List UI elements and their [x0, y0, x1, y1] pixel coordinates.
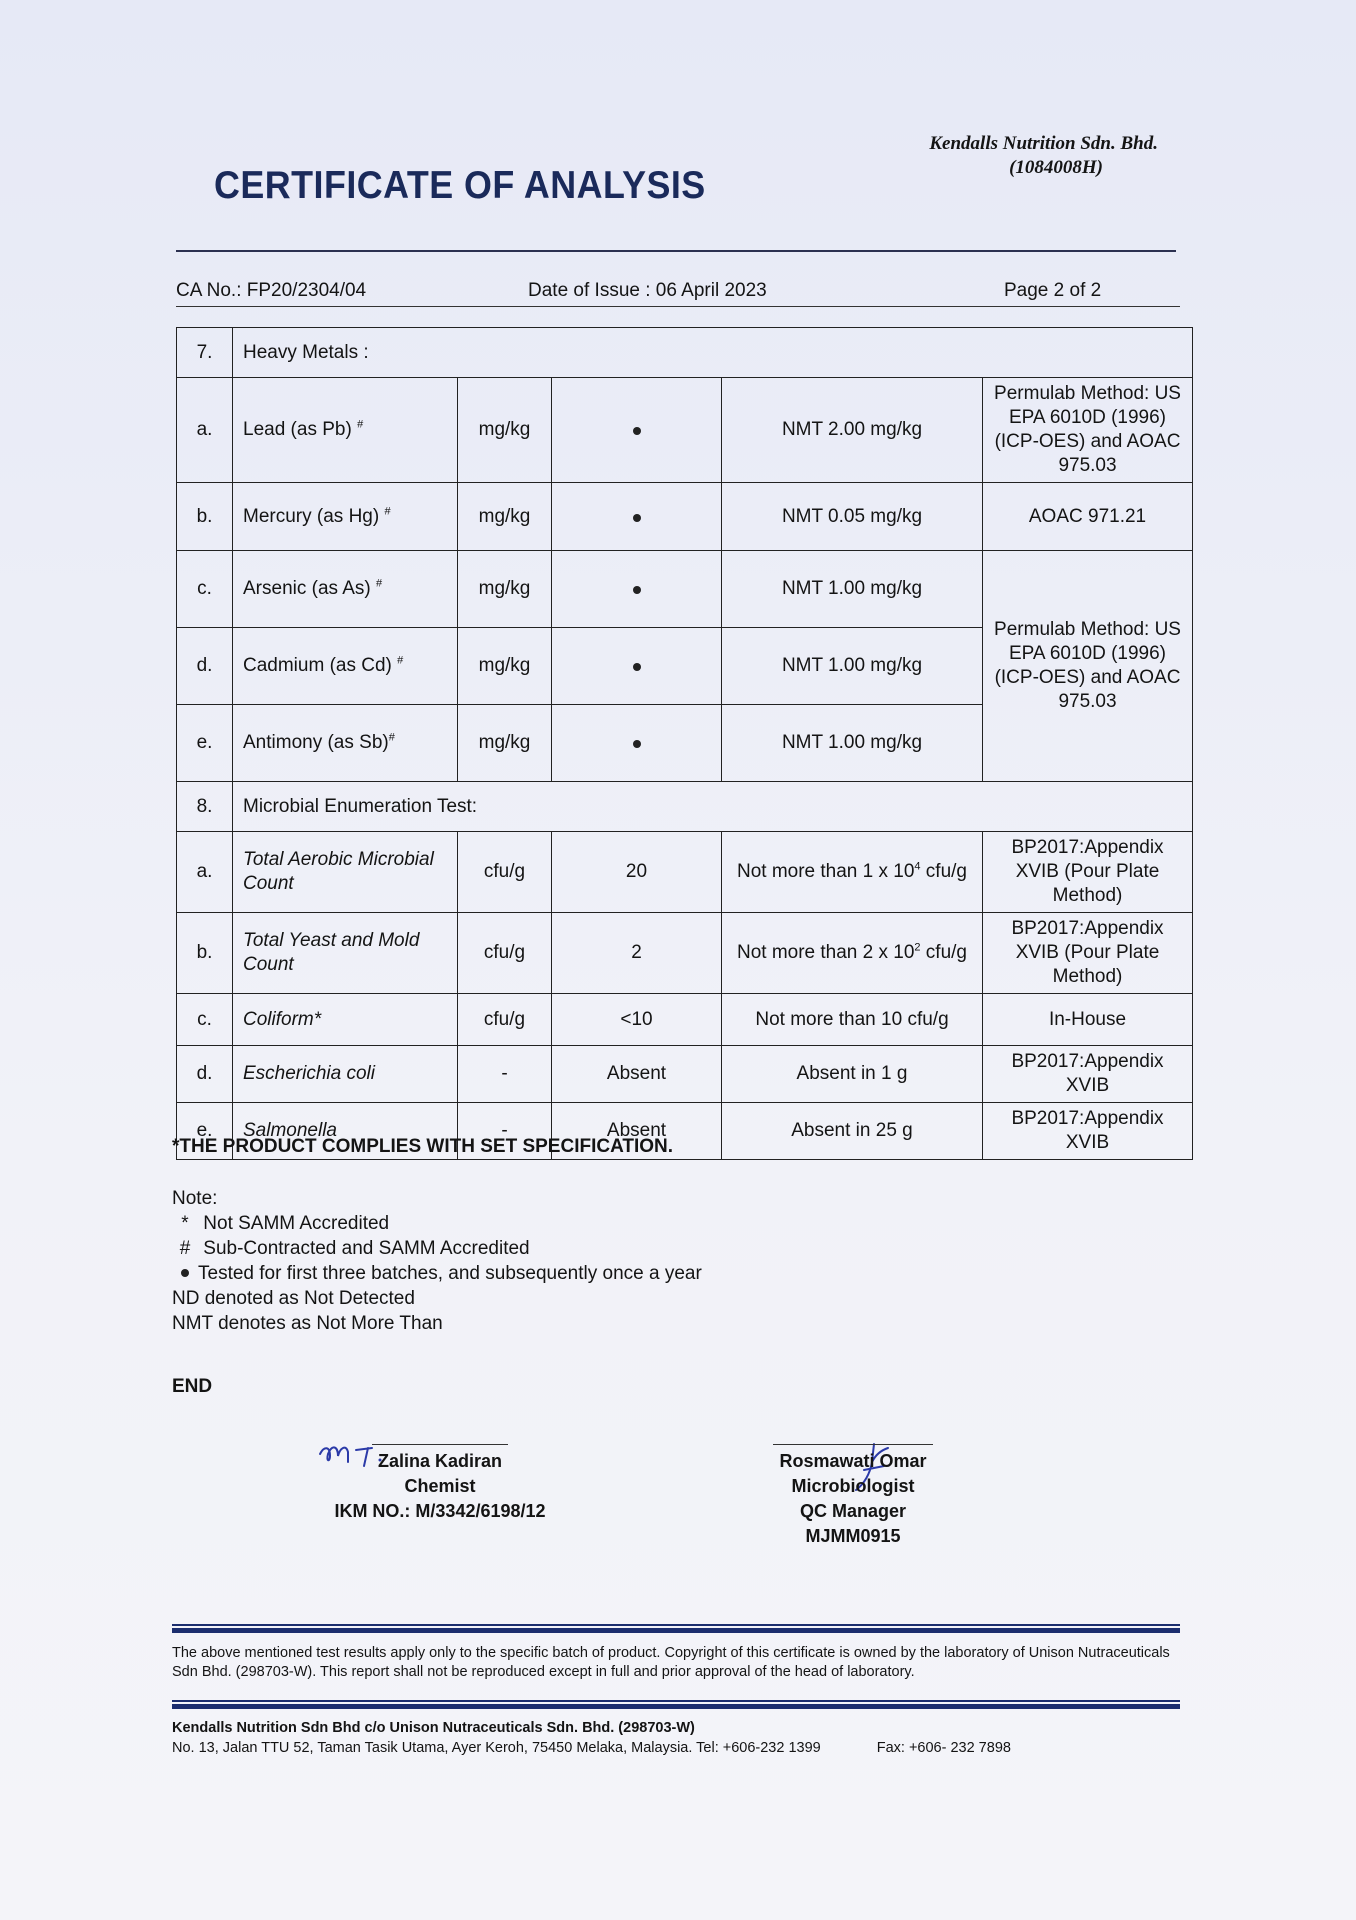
signatory-microbiologist — [750, 1444, 956, 1549]
footer-divider — [172, 1700, 1180, 1709]
test-result — [552, 551, 722, 628]
test-unit: cfu/g — [458, 832, 552, 913]
row-index: b. — [177, 913, 233, 994]
test-specification: Absent in 1 g — [722, 1046, 983, 1103]
note-nd: ND denoted as Not Detected — [172, 1288, 415, 1309]
test-method: AOAC 971.21 — [983, 483, 1193, 551]
bullet-icon — [633, 514, 641, 522]
disclaimer-text: The above mentioned test results apply only to the specific batch of product. Copyright of this certificate is owned by the laboratory of Unison Nutraceuticals Sdn Bhd. (298703-W). This report shall not be reproduced except in full and prior approval of the head of laboratory. — [172, 1645, 1170, 1680]
notes-heading: Note: — [172, 1188, 218, 1209]
bullet-icon — [633, 740, 641, 748]
test-name: Lead (as Pb) # — [233, 378, 458, 483]
test-name: Salmonella — [233, 1103, 458, 1160]
test-specification: Not more than 1 x $10^4$ cfu/g — [722, 832, 983, 913]
row-index: b. — [177, 483, 233, 551]
row-index: c. — [177, 551, 233, 628]
bullet-icon — [633, 663, 641, 671]
title-divider — [176, 250, 1176, 252]
test-specification: NMT 2.00 mg/kg — [722, 378, 983, 483]
test-specification: NMT 0.05 mg/kg — [722, 483, 983, 551]
bullet-icon — [181, 1269, 189, 1277]
signatory-title: Chemist — [404, 1476, 476, 1496]
test-unit: mg/kg — [458, 551, 552, 628]
test-method: BP2017:Appendix XVIB (Pour Plate Method) — [983, 832, 1193, 913]
notes-block — [172, 1186, 702, 1336]
ca-number: CA No.: FP20/2304/04 — [176, 280, 367, 301]
row-index: c. — [177, 994, 233, 1046]
note-nmt: NMT denotes as Not More Than — [172, 1313, 443, 1334]
section-title: Heavy Metals : — [233, 328, 1193, 378]
test-name: Mercury (as Hg) # — [233, 483, 458, 551]
test-result: Absent — [552, 1046, 722, 1103]
test-name: Total Aerobic Microbial Count — [233, 832, 458, 913]
footer-address: No. 13, Jalan TTU 52, Taman Tasik Utama, Ayer Keroh, 75450 Melaka, Malaysia. Tel: +606-232 1399 Fax: +606- 232 7898 — [172, 1740, 1011, 1756]
row-index: a. — [177, 832, 233, 913]
signatory-name: Zalina Kadiran — [377, 1451, 503, 1471]
table-row — [177, 832, 1193, 913]
page-number: Page 2 of 2 — [1004, 280, 1102, 301]
section-number: 7. — [177, 328, 233, 378]
test-method: In-House — [983, 994, 1193, 1046]
test-result: Absent — [552, 1103, 722, 1160]
signature-line — [773, 1444, 933, 1445]
signature-line — [372, 1444, 508, 1445]
row-index: d. — [177, 1046, 233, 1103]
test-specification: Not more than 10 cfu/g — [722, 994, 983, 1046]
test-method: BP2017:Appendix XVIB — [983, 1103, 1193, 1160]
footer-fax: Fax: +606- 232 7898 — [876, 1740, 1011, 1756]
section-title: Microbial Enumeration Test: — [233, 782, 1193, 832]
test-unit: cfu/g — [458, 994, 552, 1046]
row-index: a. — [177, 378, 233, 483]
test-unit: mg/kg — [458, 483, 552, 551]
test-method: Permulab Method: US EPA 6010D (1996)(ICP-OES) and AOAC 975.03 — [983, 378, 1193, 483]
company-name: Kendalls Nutrition Sdn. Bhd. — [929, 133, 1158, 154]
table-row — [177, 1046, 1193, 1103]
signatory-name: Rosmawati Omar — [779, 1451, 927, 1471]
company-header — [858, 132, 1158, 180]
note-bullet: Tested for first three batches, and subsequently once a year — [172, 1261, 702, 1286]
disclaimer-divider — [172, 1624, 1180, 1633]
table-row — [177, 913, 1193, 994]
results-table — [176, 327, 1193, 1160]
test-result: 20 — [552, 832, 722, 913]
date-of-issue: Date of Issue : 06 April 2023 — [528, 280, 767, 301]
test-unit: - — [458, 1103, 552, 1160]
test-unit: - — [458, 1046, 552, 1103]
test-unit: cfu/g — [458, 913, 552, 994]
test-name: Coliform* — [233, 994, 458, 1046]
test-name: Total Yeast and Mold Count — [233, 913, 458, 994]
test-name: Arsenic (as As) # — [233, 551, 458, 628]
test-name: Cadmium (as Cd) # — [233, 628, 458, 705]
signatory-chemist — [280, 1444, 600, 1524]
row-index: e. — [177, 705, 233, 782]
footer-company: Kendalls Nutrition Sdn Bhd c/o Unison Nutraceuticals Sdn. Bhd. (298703-W) — [172, 1720, 695, 1736]
test-specification: NMT 1.00 mg/kg — [722, 551, 983, 628]
note-hash: # Sub-Contracted and SAMM Accredited — [179, 1238, 530, 1259]
test-unit: mg/kg — [458, 705, 552, 782]
table-row — [177, 551, 1193, 628]
bullet-icon — [633, 427, 641, 435]
test-unit: mg/kg — [458, 378, 552, 483]
row-index: e. — [177, 1103, 233, 1160]
test-specification: NMT 1.00 mg/kg — [722, 628, 983, 705]
section-number: 8. — [177, 782, 233, 832]
section-heading-row — [177, 328, 1193, 378]
test-specification: Absent in 25 g — [722, 1103, 983, 1160]
bullet-icon — [633, 586, 641, 594]
footer — [172, 1718, 1011, 1758]
test-method: BP2017:Appendix XVIB — [983, 1046, 1193, 1103]
test-result — [552, 483, 722, 551]
test-specification: Not more than 2 x $10^2$ cfu/g — [722, 913, 983, 994]
test-result — [552, 378, 722, 483]
test-method: Permulab Method: US EPA 6010D (1996)(ICP-OES) and AOAC 975.03 — [983, 551, 1193, 782]
test-result — [552, 705, 722, 782]
signatory-title: Microbiologist — [791, 1476, 915, 1496]
test-name: Antimony (as Sb)# — [233, 705, 458, 782]
note-star: * Not SAMM Accredited — [181, 1213, 390, 1234]
test-result — [552, 628, 722, 705]
test-result: <10 — [552, 994, 722, 1046]
section-heading-row — [177, 782, 1193, 832]
signatory-registration: MJMM0915 — [805, 1526, 901, 1546]
signatory-registration: IKM NO.: M/3342/6198/12 — [334, 1501, 546, 1521]
table-row — [177, 994, 1193, 1046]
test-method: BP2017:Appendix XVIB (Pour Plate Method) — [983, 913, 1193, 994]
row-index: d. — [177, 628, 233, 705]
document-title: CERTIFICATE OF ANALYSIS — [214, 164, 706, 207]
signatory-title-2: QC Manager — [799, 1501, 907, 1521]
test-name: Escherichia coli — [233, 1046, 458, 1103]
test-specification: NMT 1.00 mg/kg — [722, 705, 983, 782]
test-unit: mg/kg — [458, 628, 552, 705]
end-marker: END — [172, 1376, 213, 1397]
table-row — [177, 483, 1193, 551]
compliance-statement: *THE PRODUCT COMPLIES WITH SET SPECIFICATION. — [172, 1136, 674, 1157]
company-registration: (1084008H) — [1009, 157, 1103, 178]
test-result: 2 — [552, 913, 722, 994]
document-meta — [176, 280, 1180, 307]
table-row — [177, 378, 1193, 483]
